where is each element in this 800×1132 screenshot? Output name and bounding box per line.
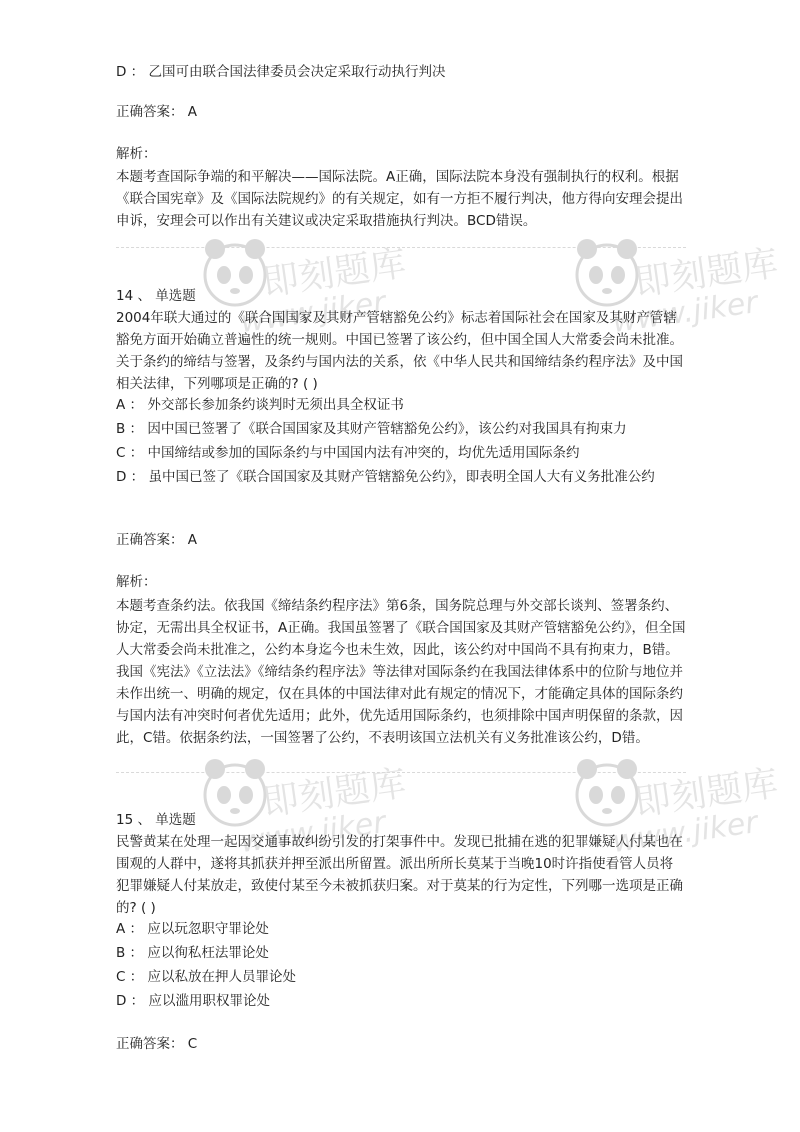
watermark-brand: 即刻题库: [632, 763, 781, 824]
watermark-brand: 即刻题库: [260, 243, 409, 304]
q14-analysis: 本题考查条约法。依我国《缔结条约程序法》第6条，国务院总理与外交部长谈判、签署条约、协定，无需出具全权证书，A正确。我国虽签署了《联合国国家及其财产管辖豁免公约》，但全国人大常委会尚未批准之，公约本身迄今也未生效，因此，该公约对中国尚不具有拘束力，B错。我国《宪法》《立法法》《缔结条约程序法》等法律对国际条约在我国法律体系中的位阶与地位并未作出统一、明确的规定，仅在具体的中国法律对此有规定的情况下，才能确定具体的国际条约与国内法有冲突时何者优先适用；此外，优先适用国际条约，也须排除中国声明保留的条款，因此，C错。依据条约法，一国签署了公约，不表明该国立法机关有义务批准该公约，D错。: [116, 598, 686, 746]
watermark-url: www.jiker: [238, 805, 388, 860]
q15-option-c: C ： 应以私放在押人员罪论处: [116, 969, 297, 985]
q14-option-a: A ： 外交部长参加条约谈判时无须出具全权证书: [116, 397, 404, 413]
q13-answer: 正确答案： A: [116, 104, 198, 120]
q15-option-a: A ： 应以玩忽职守罪论处: [116, 921, 269, 937]
watermark-brand: 即刻题库: [632, 243, 781, 304]
q15-answer: 正确答案： C: [116, 1036, 198, 1052]
watermark-url: www.jiker: [610, 805, 760, 860]
q14-stem: 2004年联大通过的《联合国国家及其财产管辖豁免公约》标志着国际社会在国家及其财产管辖豁免方面开始确立普遍性的统一规则。中国已签署了该公约，但中国全国人大常委会尚未批准。关于条约的缔结与签署，及条约与国内法的关系，依《中华人民共和国缔结条约程序法》及中国相关法律，下列哪项是正确的? ( ): [116, 310, 683, 392]
q14-option-c: C ： 中国缔结或参加的国际条约与中国国内法有冲突的，均优先适用国际条约: [116, 445, 580, 461]
q14-option-b: B ： 因中国已签署了《联合国国家及其财产管辖豁免公约》，该公约对我国具有拘束力: [116, 421, 627, 437]
divider: [116, 772, 686, 773]
divider: [116, 247, 686, 248]
watermark-url: www.jiker: [610, 285, 760, 340]
panda-logo-icon: [572, 755, 642, 835]
q15-header: 15 、 单选题: [116, 812, 196, 828]
q15-stem: 民警黄某在处理一起因交通事故纠纷引发的打架事件中。发现已批捕在逃的犯罪嫌疑人付某也在围观的人群中，遂将其抓获并押至派出所留置。派出所所长莫某于当晚10时许指使看管人员将犯罪嫌疑人付某放走，致使付某至今未被抓获归案。对于莫某的行为定性，下列哪一选项是正确的? ( ): [116, 834, 683, 916]
q14-analysis-label: 解析：: [116, 574, 157, 590]
q14-header: 14 、 单选题: [116, 288, 196, 304]
watermark-url: www.jiker: [238, 285, 388, 340]
panda-logo-icon: [200, 755, 270, 835]
q13-analysis-label: 解析：: [116, 146, 157, 162]
q14-option-d: D ： 虽中国已签了《联合国国家及其财产管辖豁免公约》，即表明全国人大有义务批准公约: [116, 469, 655, 485]
watermark-brand: 即刻题库: [260, 763, 409, 824]
q13-option-d: D ： 乙国可由联合国法律委员会决定采取行动执行判决: [116, 64, 446, 80]
q14-answer: 正确答案： A: [116, 532, 198, 548]
q15-option-d: D ： 应以滥用职权罪论处: [116, 993, 270, 1009]
q13-analysis: 本题考查国际争端的和平解决——国际法院。A正确，国际法院本身没有强制执行的权利。根据《联合国宪章》及《国际法院规约》的有关规定，如有一方拒不履行判决，他方得向安理会提出申诉，安理会可以作出有关建议或决定采取措施执行判决。BCD错误。: [116, 169, 683, 229]
q15-option-b: B ： 应以徇私枉法罪论处: [116, 945, 269, 961]
